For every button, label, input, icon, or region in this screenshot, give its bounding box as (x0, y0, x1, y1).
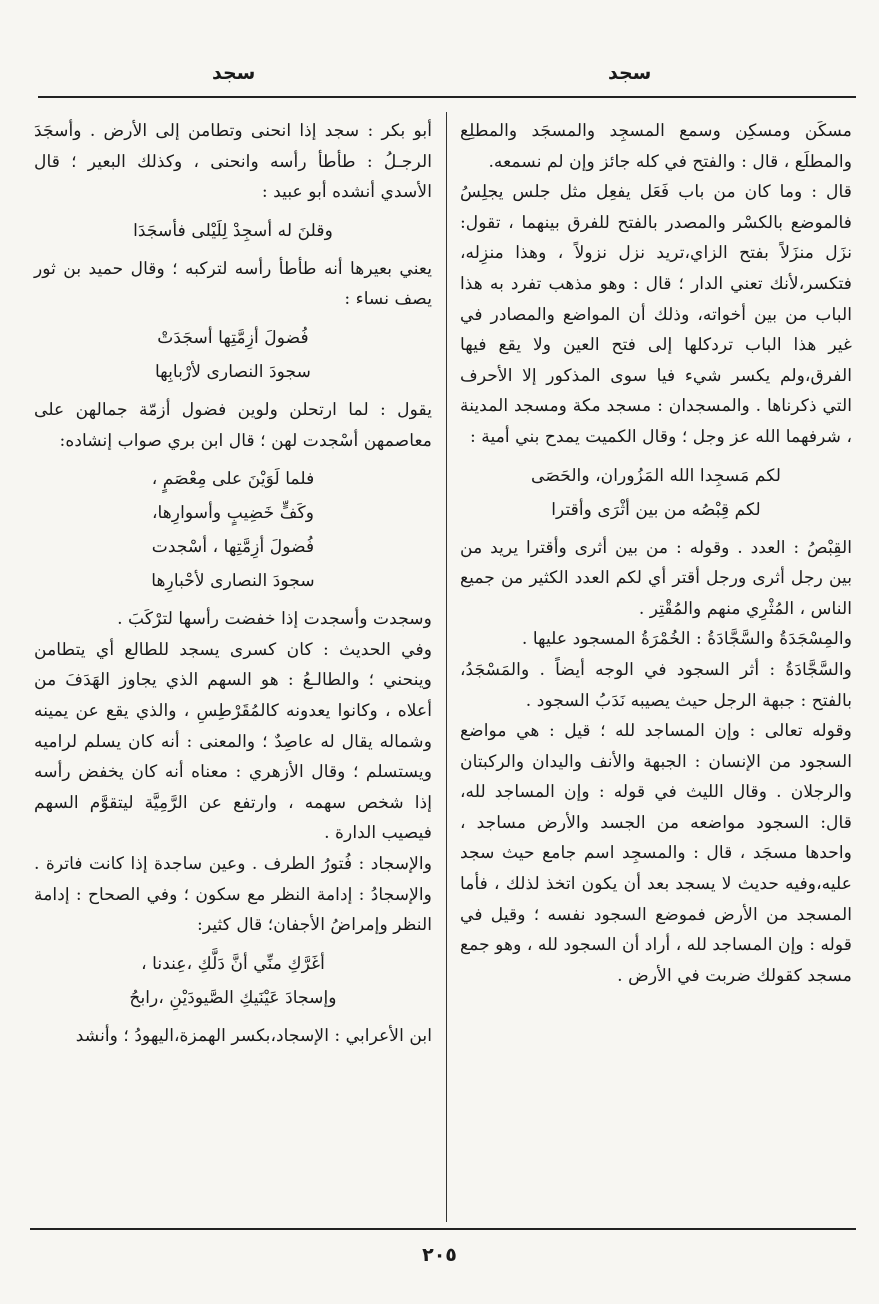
verse-line: لكم قِبْصُه من بين أثْرَى وأقترا (551, 499, 761, 520)
poem-verse (34, 947, 432, 1015)
poem-verse (460, 459, 852, 527)
paragraph: القِبْصُ : العدد . وقوله : من بين أثرى وأقترا يريد من بين رجل أثرى ورجل أقتر أي لكم العدد الكثير من جميع الناس ، المُثْرِي منهم والمُقْتِر . (460, 537, 852, 619)
poem-verse (34, 214, 432, 248)
paragraph: والسَّجَّادَةُ : أثر السجود في الوجه أيضاً . والمَسْجَدُ، بالفتح : جبهة الرجل حيث يصيبه نَدَبُ السجود . (460, 659, 852, 711)
paragraph: أبو بكر : سجد إذا انحنى وتطامن إلى الأرض . وأسجَدَ الرجـلُ : طأطأ رأسه وانحنى ، وكذلك البعير ؛ قال الأسدي أنشده أبو عبيد : (34, 121, 432, 203)
paragraph: وفي الحديث : كان كسرى يسجد للطالع أي يتطامن وينحني ؛ والطالـعُ : هو السهم الذي يجاوز الهَدَفَ من أعلاه ، وكانوا يعدونه كالمُقَرْطِسِ ، والذي يقع عن يمينه وشماله يقال له عاصِدٌ ؛ والمعنى : أنه كان يسلم لراميه ويستسلم ؛ وقال الأزهري : معناه أنه كان يخفض رأسه إذا شخص سهمه ، وارتفع عن الرَّمِيَّة ليتقوَّم السهم فيصيب الدارة . (34, 639, 432, 844)
bottom-rule (30, 1228, 856, 1230)
running-headword-right: سجد (608, 62, 652, 84)
paragraph: والإسجاد : فُتورُ الطرف . وعين ساجدة إذا كانت فاترة . والإسجادُ : إدامة النظر مع سكون ؛ وفي الصحاح : إدامة النظر وإمراضُ الأجفان؛ قال كثير: (34, 853, 432, 936)
verse-line: وقلنَ له أسجِدْ لِلَيْلى فأسجَدَا (133, 220, 333, 241)
left-column (34, 116, 432, 1051)
top-rule (38, 96, 856, 98)
paragraph: وقوله تعالى : وإن المساجد لله ؛ قيل : هي مواضع السجود من الإنسان : الجبهة والأنف واليدان والركبتان والرجلان . وقال الليث في قوله : وإن المساجد لله، قال: السجود مواضعه من الجسد والأرض مساجد ، واحدها مسجَد ، قال : والمسجِد اسم جامع حيث سجد عليه،وفيه حديث لا يسجد بعد أن يكون اتخذ لذلك ، فأما المسجد من الأرض فموضع السجود نفسه ؛ وقيل في قوله : وإن المساجد لله ، أراد أن السجود لله ، وهو جمع مسجد كقولك ضربت في الأرض . (460, 721, 852, 986)
verse-line: أغَرَّكِ منِّي أنَّ دَلَّكِ ،عِندنا ، (141, 953, 325, 974)
verse-line: وإسجادَ عَيْنَيكِ الصَّيودَيْنِ ،رابحُ (129, 987, 337, 1008)
right-column (460, 116, 852, 991)
column-divider (446, 112, 447, 1222)
verse-line: فلما لَوَيْنَ على مِعْصَمٍ ، (151, 469, 315, 490)
paragraph: وسجدت وأسجدت إذا خفضت رأسها لترْكَبَ . (117, 609, 432, 630)
poem-verse (34, 321, 432, 389)
verse-line: سجودَ النصارى لأحْبارِها (151, 571, 315, 592)
page-number: ٢٠٥ (422, 1244, 457, 1266)
paragraph: ابن الأعرابي : الإسجاد،بكسر الهمزة،اليهودُ ؛ وأنشد (75, 1025, 432, 1046)
verse-line: وكَفٍّ خَضِيبٍ وأسوارِها، (151, 503, 315, 524)
verse-line: فُضولَ أزِمَّتِها ، أسْجدت (151, 537, 315, 558)
paragraph: يعني بعيرها أنه طأطأ رأسه لتركبه ؛ وقال حميد بن ثور يصف نساء : (34, 258, 432, 310)
verse-line: لكم مَسجِدا الله المَزُوران، والحَصَى (531, 465, 781, 486)
paragraph: يقول : لما ارتحلن ولوين فضول أزمّة جمالهن على معاصمهن أسْجدت لهن ؛ قال ابن بري صواب إنشاده: (34, 399, 432, 451)
verse-line: فُضولَ أزِمَّتِها أسجَدَتْ (157, 327, 309, 348)
verse-line: سجودَ النصارى لأرْبابِها (154, 361, 312, 382)
running-headword-left: سجد (212, 62, 256, 84)
paragraph: والمِسْجَدَةُ والسَّجَّادَةُ : الخُمْرَةُ المسجود عليها . (521, 629, 852, 650)
paragraph: مسكَن ومسكِن وسمع المسجِد والمسجَد والمطلِع والمطلَع ، قال : والفتح في كله جائز وإن لم نسمعه. (460, 121, 852, 172)
paragraph: قال : وما كان من باب فَعَل يفعِل مثل جلس يجلِسُ فالموضع بالكسْر والمصدر بالفتح للفرق بينهما ، تقول: نزَل منزَلاً بفتح الزاي،تريد نزل نزولاً ، وهذا منزِله، فتكسر،لأنك تعني الدار ؛ قال : وهو مذهب تفرد به هذا الباب من بين أخواته، وذلك أن المواضع والمصادر في غير هذا الباب تردكلها إلى فتح العين ولا يقع فيها الفرق،ولم يكسر شيء فيا سوى المذكور إلا الأحرف التي ذكرناها . والمسجدان : مسجد مكة ومسجد المدينة ، شرفهما الله عز وجل ؛ وقال الكميت يمدح بني أمية : (460, 182, 852, 447)
poem-verse (34, 462, 432, 598)
